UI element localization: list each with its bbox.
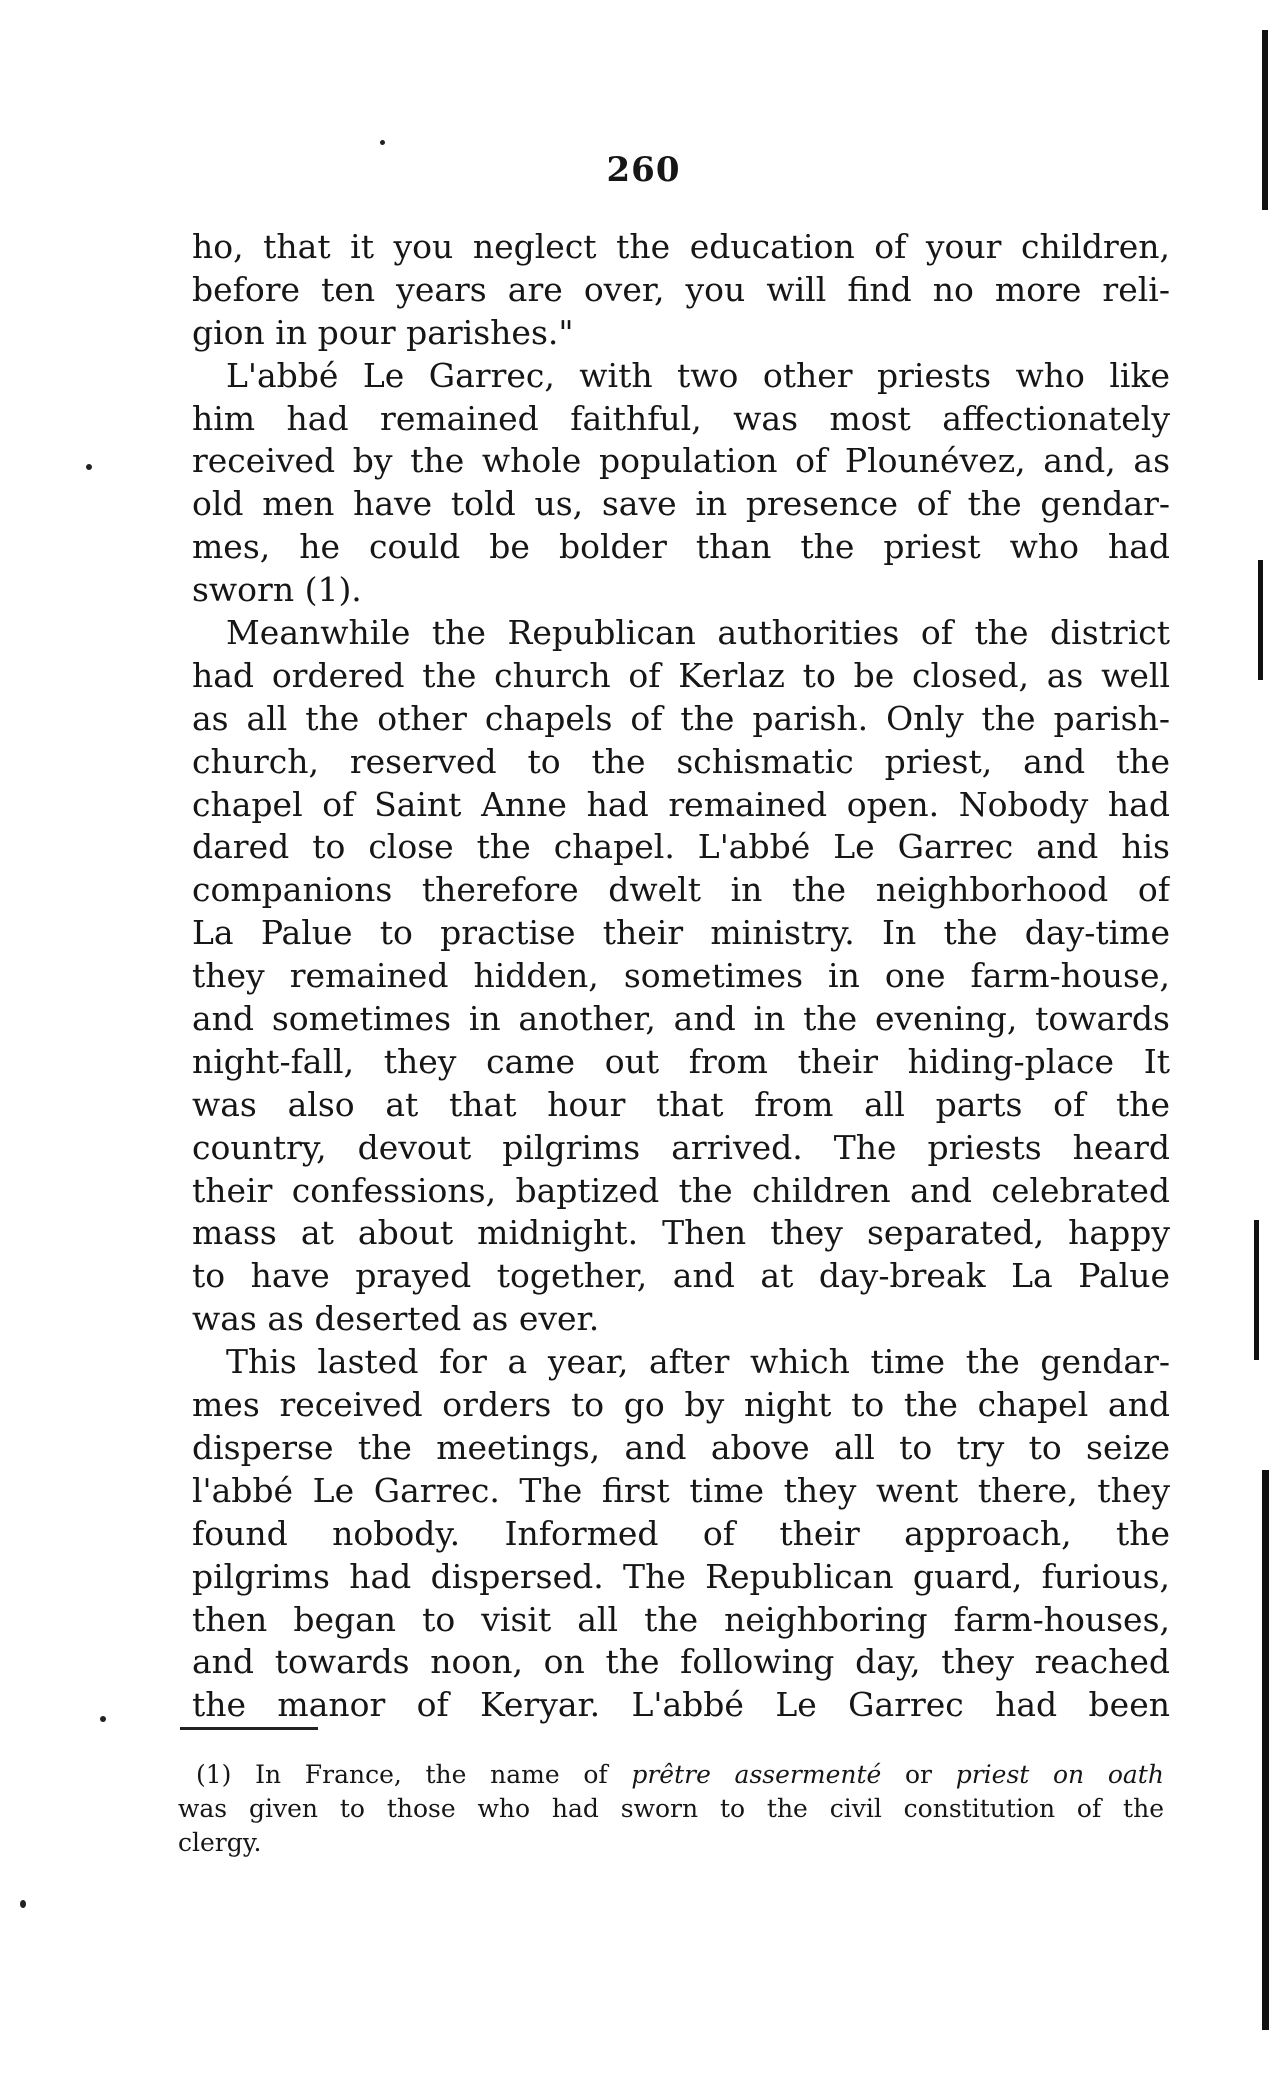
text-line: companions therefore dwelt in the neighborhood of: [192, 870, 1170, 910]
body-text: [192, 226, 1170, 1727]
text-line: night-fall, they came out from their hiding-place It: [192, 1041, 1170, 1081]
text-line: old men have told us, save in presence of the gendar-: [192, 484, 1170, 524]
text-line: was also at that hour that from all parts of the: [192, 1084, 1170, 1124]
text-line: church, reserved to the schismatic priest, and the: [192, 741, 1170, 781]
text-line: was as deserted as ever.: [192, 1299, 600, 1339]
scan-edge-mark: [1262, 30, 1268, 210]
scan-speck: [380, 140, 385, 145]
footnote-line: was given to those who had sworn to the civil constitution of the: [178, 1794, 1164, 1823]
text-line: L'abbé Le Garrec, with two other priests who like: [226, 355, 1170, 395]
text-line: country, devout pilgrims arrived. The priests heard: [192, 1127, 1170, 1167]
text-line: This lasted for a year, after which time the gendar-: [226, 1342, 1170, 1382]
text-line: and sometimes in another, and in the evening, towards: [192, 999, 1170, 1039]
text-line: disperse the meetings, and above all to try to seize: [192, 1427, 1170, 1467]
text-line: him had remained faithful, was most affectionately: [192, 398, 1170, 438]
text-line: their confessions, baptized the children and celebrated: [192, 1170, 1170, 1210]
text-line: ho, that it you neglect the education of your children,: [192, 227, 1170, 266]
text-line: sworn (1).: [192, 570, 362, 610]
text-line: pilgrims had dispersed. The Republican guard, furious,: [192, 1556, 1170, 1596]
text-line: and towards noon, on the following day, they reached: [192, 1642, 1170, 1682]
text-line: received by the whole population of Plounévez, and, as: [192, 441, 1170, 481]
scan-edge-mark: [1254, 1220, 1259, 1360]
text-line: mass at about midnight. Then they separated, happy: [192, 1213, 1170, 1253]
text-line: as all the other chapels of the parish. Only the parish-: [192, 698, 1170, 738]
text-line: Meanwhile the Republican authorities of the district: [226, 613, 1170, 653]
text-line: mes received orders to go by night to the chapel and: [192, 1385, 1170, 1425]
scan-edge-mark: [1262, 1470, 1269, 2030]
text-line: gion in pour parishes.": [192, 312, 574, 352]
text-line: La Palue to practise their ministry. In the day-time: [192, 913, 1170, 953]
text-line: l'abbé Le Garrec. The first time they went there, they: [192, 1470, 1170, 1510]
scan-speck: [86, 464, 92, 470]
footnote: [178, 1758, 1164, 1860]
scan-speck: [100, 1716, 106, 1722]
footnote-term-english: priest on oath: [955, 1760, 1164, 1789]
text-line: mes, he could be bolder than the priest who had: [192, 527, 1170, 567]
text-line: had ordered the church of Kerlaz to be closed, as well: [192, 655, 1170, 695]
page-number: 260: [606, 150, 681, 190]
footnote-term-french: prêtre assermenté: [631, 1760, 882, 1789]
text-line: found nobody. Informed of their approach, the: [192, 1513, 1170, 1553]
text-line: before ten years are over, you will find no more reli-: [192, 269, 1170, 309]
footnote-line: (1) In France, the name of prêtre assermenté or priest on oath: [196, 1760, 1164, 1789]
scan-edge-mark: [1258, 560, 1263, 680]
text-line: they remained hidden, sometimes in one farm-house,: [192, 956, 1170, 996]
footnote-marker: (1): [196, 1760, 232, 1789]
scan-speck: [20, 1900, 26, 1908]
text-line: then began to visit all the neighboring farm-houses,: [192, 1599, 1170, 1639]
footnote-line: clergy.: [178, 1828, 262, 1857]
text-line: dared to close the chapel. L'abbé Le Garrec and his: [192, 827, 1170, 867]
text-line: chapel of Saint Anne had remained open. Nobody had: [192, 784, 1170, 824]
text-line: to have prayed together, and at day-break La Palue: [192, 1256, 1170, 1296]
text-line: the manor of Keryar. L'abbé Le Garrec had been: [192, 1685, 1170, 1725]
footnote-rule: [180, 1727, 318, 1730]
